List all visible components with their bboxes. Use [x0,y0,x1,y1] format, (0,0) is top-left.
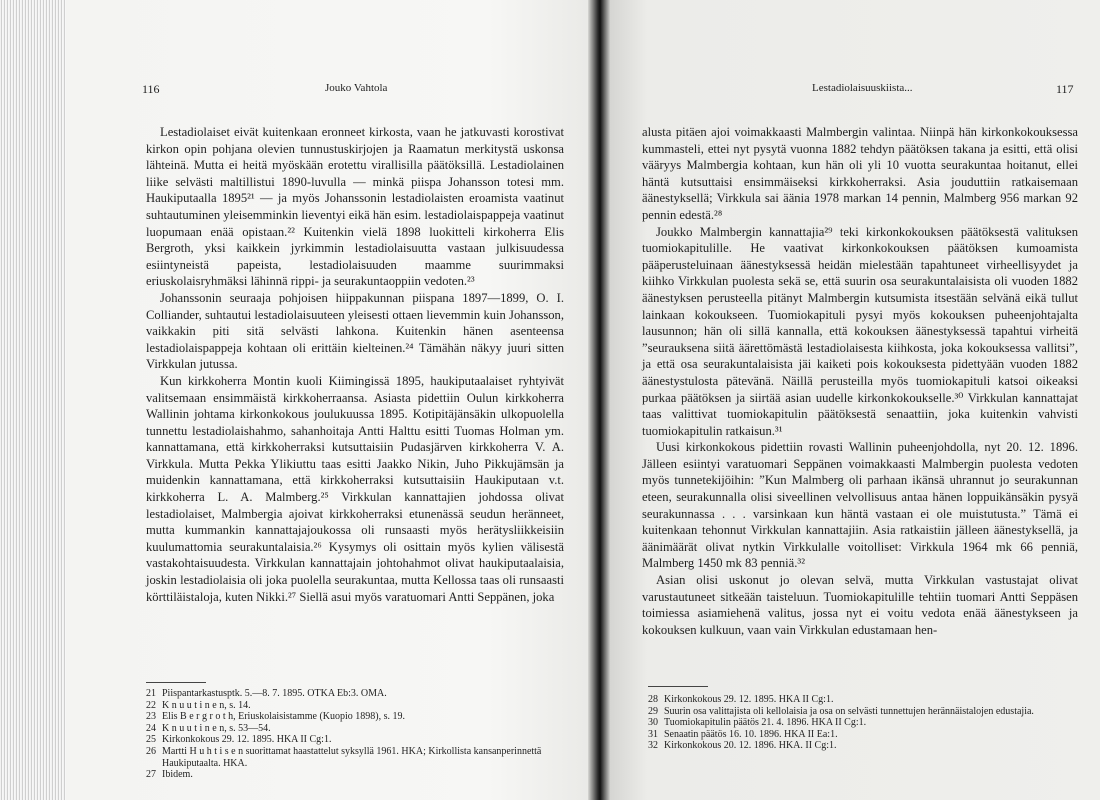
left-footnotes [146,688,576,781]
left-body [146,124,564,605]
right-footnote-rule [648,686,708,687]
footnote-22: 22 K n u u t i n e n, s. 14. [146,699,251,711]
left-paragraph-1: Lestadiolaiset eivät kuitenkaan eronneet kirkosta, vaan he jatkuvasti korostivat kirkon opin pohjana olevien tunnustuskirjojen ja Raamatun merkitystä uskonsa lähteinä. Mutta ei heitä myöskään erotettu virallisilla päätöksillä. Lestadiolainen liike selvästi maltillistui 1890-luvulla — minkä piispa Johansson totesi mm. Haukiputaalla 1895²¹ — ja myös Johanssonin lestadiolaisten eroamista vaatinut suhtautuminen yleisemminkin lieventyi eikä hän esim. lestadiolaispappeja vaatinut luopumaan enää opistaan.²² Kuitenkin vielä 1898 luokitteli kirkoherra Elis Bergroth, yksi kaikkein jyrkimmin lestadiolaisuutta vastaan julkisuudessa esiintyneistä papeista, lestadiolaisuuden maamme suurimmaksi eriuskolaisryhmäksi lähinnä rippi- ja seurakuntaoppiin vedoten.²³ [146,125,564,289]
right-paragraph-2: Joukko Malmbergin kannattajia²⁹ teki kirkonkokouksen päätöksestä valituksen tuomiokapitulille. He vaativat kirkonkokouksen päätöksen kumoamista pääperusteluinaan äänestyksessä heidän mielestään tapahtuneet virheellisyydet ja kiihko Virkkulan puolesta sekä se, että suurin osa seurakuntalaisista oli vuoden 1882 äänestyksen perusteella pitänyt Malmbergin kutsumista itsestään selvänä eikä tullut lainkaan kokoukseen. Tuomiokapituli pysyi myös kokouksen puheenjohtajalta lausunnon; hän oli sillä kannalla, että kokouksen äänestyksessä tapahtui virheitä ”seurauksena siitä äärettömästä lestadiolaisesta kiihkosta, joka kokouksessa vallitsi”, ja että osa seurakuntalaisista jäi kaiketi pois kokouksesta pidettyään vuoden 1882 äänestystulosta pätevänä. Näillä perusteilla myös tuomiokapituli katsoi oikeaksi purkaa päätöksen ja siirtää asian uudelle kirkonkokoukselle.³⁰ Virkkulan kannattajat taas valittivat tuomiokapitulin päätöksestä senaattiin, joka kuitenkin vahvisti tuomiokapitulin ratkaisun.³¹ [642,224,1078,438]
left-paragraph-2: Johanssonin seuraaja pohjoisen hiippakunnan piispana 1897—1899, O. I. Colliander, suhtautui lestadiolaisuuteen yleisesti ottaen lievemmin kuin Johansson, vaikkakin piti sitä selvästi lahkona. Kuitenkin hänen asenteensa lestadiolaispappeja kohtaan oli erittäin kielteinen.²⁴ Tämähän näkyy juuri sitten Virkkulan jutussa. [146,290,564,372]
footnote-28: 28 Kirkonkokous 29. 12. 1895. HKA II Cg:1. [648,694,834,705]
right-paragraph-4: Asian olisi uskonut jo olevan selvä, mutta Virkkulan vastustajat olivat varustautuneet sitkeään taisteluun. Tuomiokapitulille tehtiin tuomari Antti Seppäsen toimiessa asiamiehenä valitus, jossa nyt ei voitu vedota enää äänestykseen ja kokouksen kulkuun, vaan vain Virkkulan edustamaan hen- [642,573,1078,637]
right-running-head: Lestadiolaisuuskiista... [812,82,913,94]
right-page-number: 117 [1056,82,1074,96]
footnote-29: 29 Suurin osa valittajista oli kellolaisia ja osa on selvästi tunnettujen herännäistalojen edustajia. [648,705,1034,717]
footnote-32: 32 Kirkonkokous 20. 12. 1896. HKA. II Cg:1. [648,740,837,752]
left-footnote-rule [146,682,206,683]
right-body [642,124,1078,638]
footnote-25: 25 Kirkonkokous 29. 12. 1895. HKA II Cg:1. [146,734,332,746]
footnote-26: 26 Martti H u h t i s e n suorittamat haastattelut syksyllä 1961. HKA; Kirkollista kansanperinnettä Haukiputaalta. HKA. [146,745,542,769]
footnote-27: 27 Ibidem. [146,769,193,781]
page-edges [0,0,66,800]
footnote-30: 30 Tuomiokapitulin päätös 21. 4. 1896. HKA II Cg:1. [648,717,867,729]
footnote-24: 24 K n u u t i n e n, s. 53—54. [146,722,271,734]
left-page-number: 116 [142,82,160,96]
left-paragraph-3: Kun kirkkoherra Montin kuoli Kiimingissä 1895, haukiputaalaiset ryhtyivät valitsemaan ensimmäistä kirkkoherraansa. Asiasta pidettiin Oulun kirkkoherra Wallinin johtama kirkonkokous joulukuussa 1895. Kotipitäjänsäkin ulkopuolella tunnettu lestadiolaishahmo, sahanhoitaja Antti Halttu esitti Tuomas Holman ym. kannattamana, että kirkkoherraksi kutsuttaisiin Pudasjärven kirkkoherra V. A. Virkkula. Mutta Pekka Ylikiuttu taas esitti Jaakko Nikin, Juho Pikkujämsän ja muidenkin kannattamana, että kirkkoherraksi kutsuttaisiin Haukiputaan v.t. kirkkoherra L. A. Malmberg.²⁵ Virkkulan kannattajien johdossa olivat lestadiolaiset, Malmbergia ajoivat kirkkoherraksi etunenässä seudun heränneet, mutta kummankin kannattajajoukossa oli runsaasti myös herätysliikkeisiin kuulumattomia seurakuntalaisia.²⁶ Kysymys oli osittain myös kylien välisestä vastakohtaisuudesta. Virkkulan kannattajain johtohahmot olivat haukiputaalaisia, joskin lestadiolaisia oli joka puolella seurakuntaa, mutta Kellossa taas oli runsaasti körttiläistaloja, kuten Nikki.²⁷ Siellä asui myös varatuomari Antti Seppänen, joka [146,373,564,604]
footnote-23: 23 Elis B e r g r o t h, Eriuskolaisistamme (Kuopio 1898), s. 19. [146,711,406,723]
left-running-head: Jouko Vahtola [325,82,388,94]
right-footnotes [648,694,1084,752]
right-paragraph-1: alusta pitäen ajoi voimakkaasti Malmbergin valintaa. Niinpä hän kirkonkokouksessa kummasteli, ettei nyt pysytä vuonna 1882 tehdyn päätöksen takana ja esitti, että olisi vääryys Malmbergia kohtaan, kun hän oli yli 10 vuotta seurakuntaa hoitanut, ellei häntä kutsuttaisi ensimmäiseksi kirkkoherraksi. Asia jouduttiin ratkaisemaan äänestyksellä; Virkkula sai äänia 1978 markan 14 pennin, Malmberg 956 markan 92 pennin edestä.²⁸ [642,125,1078,222]
footnote-31: 31 Senaatin päätös 16. 10. 1896. HKA II Ea:1. [648,728,838,740]
right-paragraph-3: Uusi kirkonkokous pidettiin rovasti Wallinin puheenjohdolla, nyt 20. 12. 1896. Jälleen esiintyi varatuomari Seppänen voimakkaasti Malmbergin puolesta vedoten myös tunnetekijöihin: ”Kun Malmberg oli parhaan ikänsä uhrannut jo seurakunnan eteen, seurakunnalla olisi siveellinen velvollisuus antaa hänen loppuikänsäkin pysyä seurakunnassa . . . varsinkaan kun häntä vastaan ei ole muistutusta.” Tämä ei kuitenkaan tehonnut Virkkulan kannattajiin. Asia ratkaistiin jälleen äänestyksellä, ja äänimäärät olivat nytkin Virkkulalle voitolliset: Virkkula 1964 mk 66 penniä, Malmberg 1450 mk 83 penniä.³² [642,440,1078,571]
footnote-21: 21 Piispantarkastusptk. 5.—8. 7. 1895. OTKA Eb:3. OMA. [146,688,387,699]
book-gutter [588,0,610,800]
